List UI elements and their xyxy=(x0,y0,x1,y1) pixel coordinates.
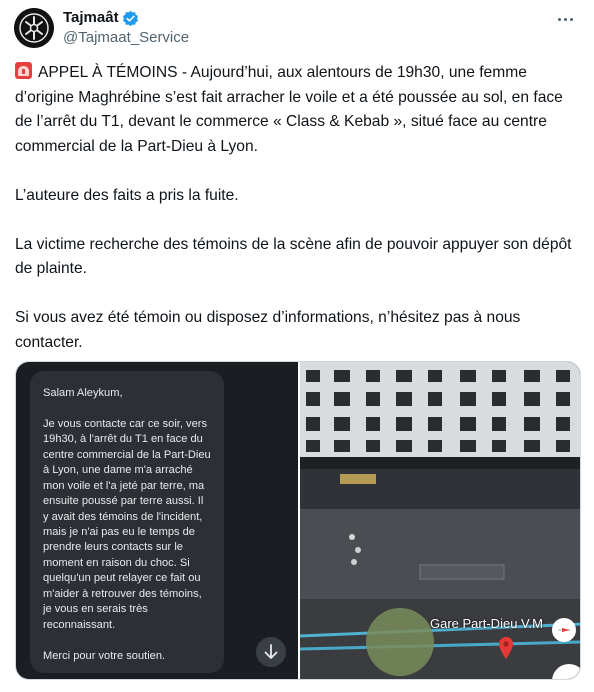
display-name[interactable]: Tajmaât xyxy=(63,9,119,26)
location-caption: Gare Part-Dieu V.M xyxy=(430,616,543,631)
tweet-line-1: APPEL À TÉMOINS - Aujourd’hui, aux alentours de 19h30, une femme d’origine Maghrébine s’est fait arracher le voile et a été poussée au sol, en face de l’arrêt du T1, devant le commerce « Class & Kebab », situé face au centre commercial de la Part-Dieu à Lyon. xyxy=(15,64,563,155)
tweet-paragraph: L’auteure des faits a pris la fuite. xyxy=(15,186,239,204)
tweet-paragraph: Si vous avez été témoin ou disposez d’informations, n’hésitez pas à nous contacter. xyxy=(15,309,521,351)
tweet-text xyxy=(15,61,583,355)
message-greeting: Salam Aleykum, xyxy=(43,387,123,399)
author-handle[interactable]: @Tajmaat_Service xyxy=(63,29,190,46)
message-screenshot[interactable] xyxy=(16,362,298,679)
verified-badge-icon xyxy=(122,10,139,27)
rotating-light-emoji xyxy=(15,62,32,79)
arrow-down-icon[interactable] xyxy=(256,637,286,667)
more-options-icon[interactable] xyxy=(554,10,576,28)
tweet-paragraph xyxy=(15,61,583,159)
message-closing: Merci pour votre soutien. xyxy=(43,649,166,662)
avatar[interactable] xyxy=(14,8,54,48)
author-name-row xyxy=(63,9,139,27)
street-view-photo[interactable] xyxy=(300,362,581,679)
map-pin-icon xyxy=(499,637,513,659)
tweet-paragraph: La victime recherche des témoins de la scène afin de pouvoir appuyer son dépôt de plainte. xyxy=(15,235,572,277)
tajmaat-logo xyxy=(14,8,54,48)
message-bubble xyxy=(30,371,224,673)
tweet-header xyxy=(14,8,580,48)
street-scene xyxy=(300,362,581,679)
message-body: Je vous contacte car ce soir, vers 19h30, à l'arrêt du T1 en face du centre commercial de la Part-Dieu à Lyon, une dame m'a arraché mon voile et l'a jeté par terre, ma ensuite poussé par terre aussi. Il y avait des témoins de l'incident, mais je n'ai pas eu le temps de prendre leurs contacts sur le moment en raison du choc. Si quelqu'un peut relayer ce fait ou m'aider à retrouver des témoins, je vous en serais très reconnaissant. xyxy=(43,417,211,631)
tweet-media[interactable] xyxy=(15,361,581,680)
compass-icon[interactable] xyxy=(552,618,576,642)
